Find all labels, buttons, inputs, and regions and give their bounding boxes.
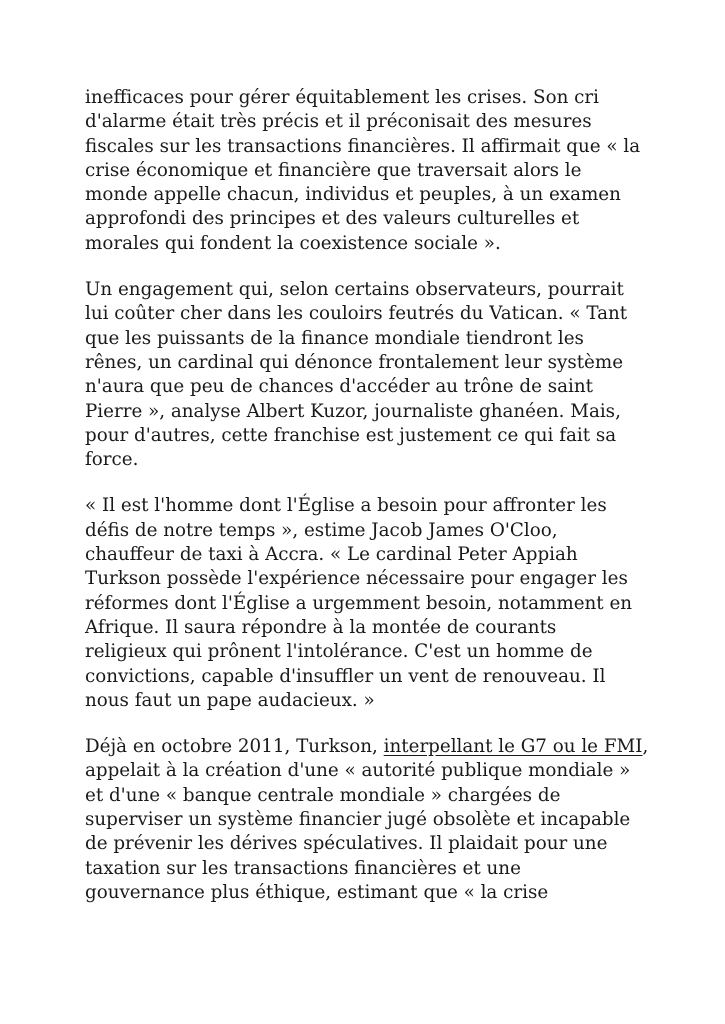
- paragraph-3: « Il est l'homme dont l'Église a besoin pour affronter les défis de notre temps », estime Jacob James O'Cloo, chauffeur de taxi à Accra. « Le cardinal Peter Appiah Turkson possède l'expérience nécessaire pour engager les réformes dont l'Église a urgemment besoin, notamment en Afrique. Il saura répondre à la montée de courants religieux qui prônent l'intolérance. C'est un homme de convictions, capable d'insuffler un vent de renouveau. Il nous faut un pape audacieux. »: [85, 495, 633, 711]
- document-page: [85, 86, 655, 927]
- paragraph-4-after-link: , appelait à la création d'une « autorité publique mondiale » et d'une « banque centrale mondiale » chargées de superviser un système financier jugé obsolète et incapable de prévenir les dérives spéculatives. Il plaidait pour une taxation sur les transactions financières et une gouvernance plus éthique, estimant que « la crise: [85, 736, 649, 903]
- paragraph-1: inefficaces pour gérer équitablement les crises. Son cri d'alarme était très précis et il préconisait des mesures fiscales sur les transactions financières. Il affirmait que « la crise économique et financière que traversait alors le monde appelle chacun, individus et peuples, à un examen approfondi des principes et des valeurs culturelles et morales qui fondent la coexistence sociale ».: [85, 87, 641, 254]
- paragraph-4: [85, 735, 655, 905]
- paragraph-2: Un engagement qui, selon certains observateurs, pourrait lui coûter cher dans les couloirs feutrés du Vatican. « Tant que les puissants de la finance mondiale tiendront les rênes, un cardinal qui dénonce frontalement leur système n'aura que peu de chances d'accéder au trône de saint Pierre », analyse Albert Kuzor, journaliste ghanéen. Mais, pour d'autres, cette franchise est justement ce qui fait sa force.: [85, 279, 628, 471]
- g7-fmi-link[interactable]: interpellant le G7 ou le FMI: [383, 736, 643, 758]
- paragraph-4-before-link: Déjà en octobre 2011, Turkson,: [85, 736, 384, 758]
